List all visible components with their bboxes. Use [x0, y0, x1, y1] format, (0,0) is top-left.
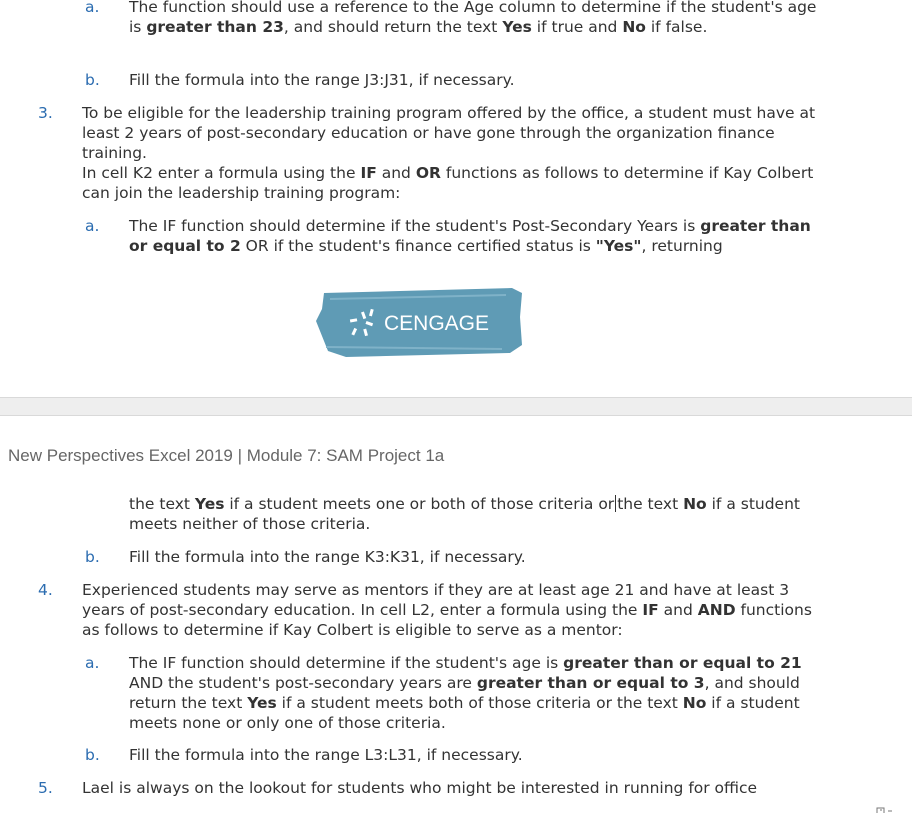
list-item-text: The IF function should determine if the student's Post-Secondary Years is greater than or equal to 2 OR if the student's finance certified status is "Yes", returning [129, 217, 811, 255]
document-page-bottom [0, 416, 912, 813]
list-item-text: Fill the formula into the range J3:J31, if necessary. [129, 71, 515, 89]
list-marker: 3. [38, 104, 53, 122]
list-marker: 4. [38, 581, 53, 599]
list-item-text: Fill the formula into the range L3:L31, if necessary. [129, 746, 523, 764]
page-separator [0, 397, 912, 416]
list-marker: 5. [38, 779, 53, 797]
list-marker: a. [85, 0, 100, 16]
list-marker: b. [85, 548, 100, 566]
list-item-text: The function should use a reference to the Age column to determine if the student's age is greater than 23, and should return the text Yes if true and No if false. [129, 0, 817, 36]
list-item-text: Experienced students may serve as mentors if they are at least age 21 and have at least 3 years of post-secondary education. In cell L2, enter a formula using the IF and AND functions as follows to determine if Kay Colbert is eligible to serve as a mentor: [82, 581, 812, 639]
list-marker: a. [85, 654, 100, 672]
cengage-logo-icon [316, 287, 522, 357]
cengage-logo [316, 287, 522, 357]
paragraph: In cell K2 enter a formula using the IF and OR functions as follows to determine if Kay Colbert can join the leadership training program: [82, 164, 814, 202]
list-item-text: The IF function should determine if the student's age is greater than or equal to 21 AND the student's post-secondary years are greater than or equal to 3, and should return the text Yes if a student meets both of those criteria or the text No if a student meets none or only one of those criteria. [129, 654, 802, 732]
list-marker: b. [85, 746, 100, 764]
page-header: New Perspectives Excel 2019 | Module 7: SAM Project 1a [8, 446, 445, 465]
list-item-text: Fill the formula into the range K3:K31, if necessary. [129, 548, 526, 566]
logo-text: CENGAGE [384, 312, 490, 335]
document-page-top [0, 0, 912, 397]
list-item-text: the text Yes if a student meets one or both of those criteria or the text No if a student meets neither of those criteria. [129, 495, 800, 533]
list-item-text: Lael is always on the lookout for students who might be interested in running for office [82, 779, 758, 797]
list-marker: a. [85, 217, 100, 235]
expand-icon[interactable] [874, 805, 902, 813]
expand-icon-glyph [874, 805, 902, 813]
paragraph: To be eligible for the leadership training program offered by the office, a student must have at least 2 years of post-secondary education or have gone through the organization finance training. [82, 104, 816, 162]
list-marker: b. [85, 71, 100, 89]
list-item-text [82, 103, 832, 203]
